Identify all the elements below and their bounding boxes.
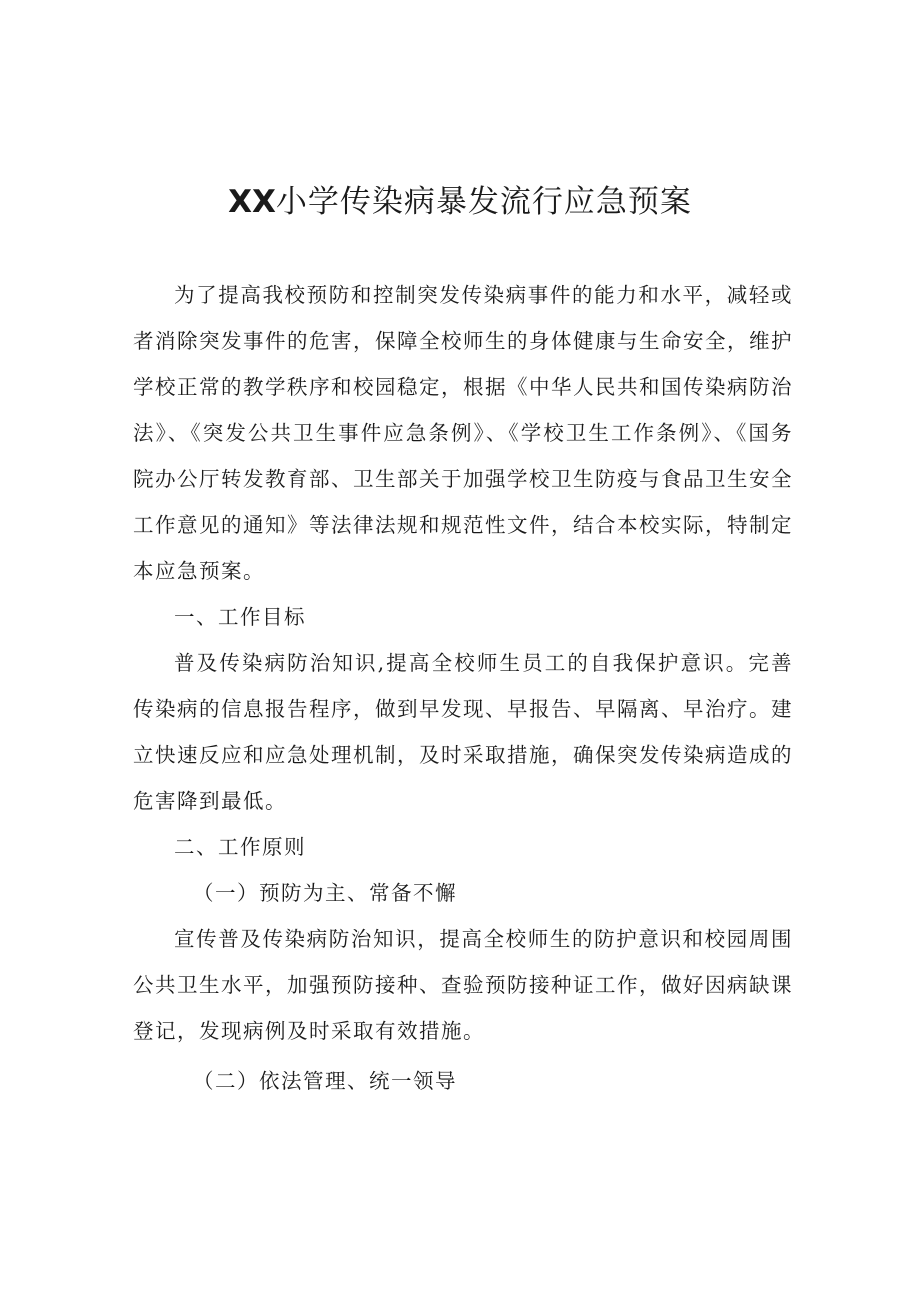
- title-main: 小学传染病暴发流行应急预案: [275, 184, 692, 220]
- subsection-heading-legal-management: （二）依法管理、统一领导: [193, 1069, 457, 1093]
- subsection-heading-prevention: （一）预防为主、常备不懈: [193, 881, 457, 905]
- prevention-paragraph: 宣传普及传染病防治知识，提高全校师生的防护意识和校园周围公共卫生水平，加强预防接种、查验预防接种证工作，做好因病缺课登记，发现病例及时采取有效措施。: [133, 927, 793, 1043]
- goals-paragraph: 普及传染病防治知识,提高全校师生员工的自我保护意识。完善传染病的信息报告程序，做到早发现、早报告、早隔离、早治疗。建立快速反应和应急处理机制，及时采取措施，确保突发传染病造成的危害降到最低。: [133, 651, 793, 813]
- intro-paragraph: 为了提高我校预防和控制突发传染病事件的能力和水平，减轻或者消除突发事件的危害，保障全校师生的身体健康与生命安全，维护学校正常的教学秩序和校园稳定，根据《中华人民共和国传染病防治法》、《突发公共卫生事件应急条例》、《学校卫生工作条例》、《国务院办公厅转发教育部、卫生部关于加强学校卫生防疫与食品卫生安全工作意见的通知》等法律法规和规范性文件，结合本校实际，特制定本应急预案。: [133, 283, 793, 583]
- title-prefix: XX: [228, 184, 276, 220]
- document-title: [0, 178, 920, 226]
- document-body: [133, 272, 793, 1104]
- section-heading-goals: 一、工作目标: [174, 605, 306, 629]
- section-heading-principles: 二、工作原则: [174, 835, 306, 859]
